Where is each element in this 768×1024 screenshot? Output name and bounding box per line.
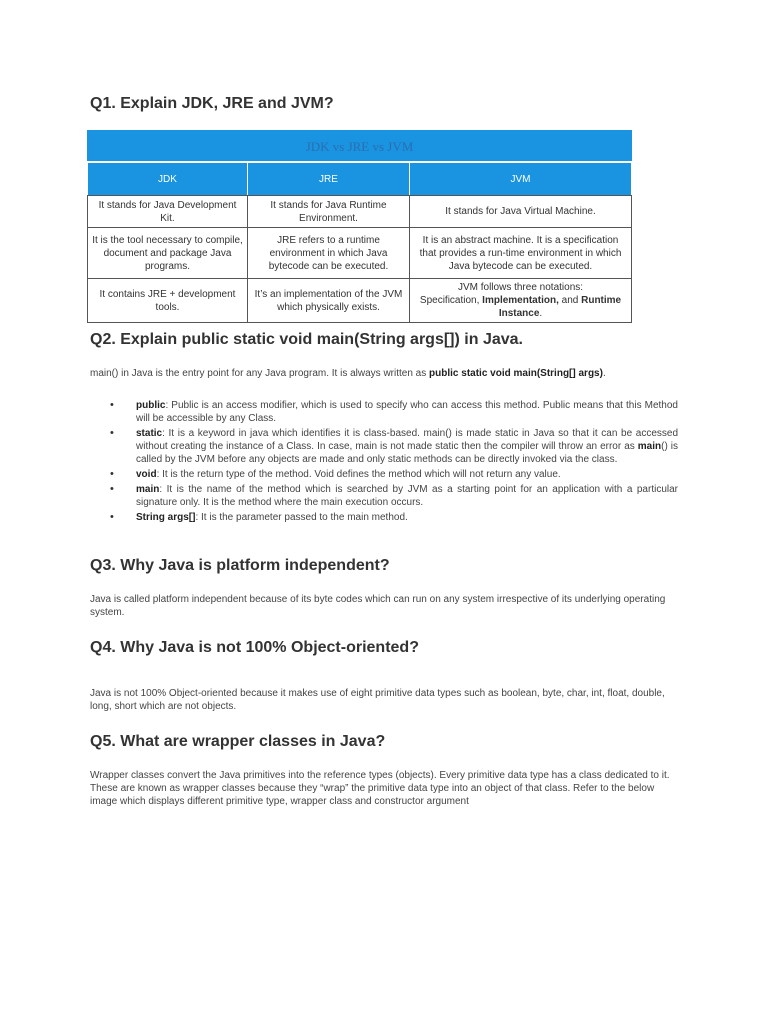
table-row bbox=[88, 196, 632, 228]
table-cell: It’s an implementation of the JVM which physically exists. bbox=[248, 279, 410, 323]
table-header-row bbox=[88, 162, 632, 196]
table-cell: It is the tool necessary to compile, document and package Java programs. bbox=[88, 228, 248, 279]
bullet-text: : It is a keyword in java which identifies it is class-based. main() is made static in Java so that it can be accessed without creating the instance of a Class. In case, main is not made static then the compiler will throw an error as bbox=[136, 428, 678, 452]
bullet-term: void bbox=[136, 469, 157, 480]
list-item bbox=[110, 511, 678, 524]
bullet-text: : It is the parameter passed to the main method. bbox=[195, 512, 408, 523]
table-cell: It contains JRE + development tools. bbox=[88, 279, 248, 323]
q4-heading: Q4. Why Java is not 100% Object-oriented? bbox=[90, 639, 419, 656]
table-cell: It is an abstract machine. It is a specification that provides a run-time environment in which Java bytecode can be executed. bbox=[410, 228, 632, 279]
q2-intro bbox=[90, 367, 678, 380]
q5-answer: Wrapper classes convert the Java primitives into the reference types (objects). Every primitive data type has a class dedicated to it. These are known as wrapper classes because they “wrap” the primitive data type into an object of that class. Refer to the below image which displays different primitive type, wrapper class and constructor argument bbox=[90, 770, 670, 807]
bullet-term: String args[] bbox=[136, 512, 196, 523]
q2-intro-text: main() in Java is the entry point for any Java program. It is always written as bbox=[90, 368, 430, 379]
notation-specification: Specification, bbox=[419, 295, 483, 306]
bullet-text: : It is the name of the method which is searched by JVM as a starting point for an application with a particular signature only. It is the method where the main execution occurs. bbox=[136, 484, 678, 508]
bullet-text: : It is the return type of the method. Void defines the method which will not return any value. bbox=[156, 469, 561, 480]
table-caption: JDK vs JRE vs JVM bbox=[88, 131, 632, 163]
bullet-term: public bbox=[136, 400, 166, 411]
jdk-jre-jvm-table bbox=[87, 130, 632, 323]
bullet-term: main bbox=[637, 441, 662, 452]
table-cell: JRE refers to a runtime environment in which Java bytecode can be executed. bbox=[248, 228, 410, 279]
table-cell: It stands for Java Development Kit. bbox=[88, 196, 248, 228]
q3-heading: Q3. Why Java is platform independent? bbox=[90, 557, 390, 574]
q2-intro-signature: public static void main(String[] args) bbox=[429, 368, 603, 379]
list-item bbox=[110, 483, 678, 509]
table-cell: It stands for Java Virtual Machine. bbox=[410, 196, 632, 228]
table-row bbox=[88, 279, 632, 323]
bullet-text: : Public is an access modifier, which is used to specify who can access this method. Public means that this Method will be accessible by any Class. bbox=[136, 400, 678, 424]
list-item bbox=[110, 468, 678, 481]
bullet-text: () is called by the JVM before any objects are made and only static methods can be directly invoked via the class. bbox=[136, 441, 678, 465]
notation-and: and bbox=[558, 295, 582, 306]
notation-end: . bbox=[539, 308, 543, 319]
list-item bbox=[110, 399, 678, 425]
q2-heading: Q2. Explain public static void main(String args[]) in Java. bbox=[90, 331, 523, 348]
column-header-jdk: JDK bbox=[88, 162, 248, 196]
q4-answer: Java is not 100% Object-oriented because it makes use of eight primitive data types such as boolean, byte, char, int, float, double, long, short which are not objects. bbox=[90, 688, 665, 712]
table-row bbox=[88, 228, 632, 279]
jvm-notations-intro: JVM follows three notations: bbox=[457, 282, 584, 293]
q5-heading: Q5. What are wrapper classes in Java? bbox=[90, 733, 386, 750]
bullet-term: static bbox=[136, 428, 163, 439]
notation-runtime-instance: Runtime Instance bbox=[498, 295, 622, 319]
q1-heading: Q1. Explain JDK, JRE and JVM? bbox=[90, 95, 334, 112]
list-item bbox=[110, 427, 678, 466]
table-title-row bbox=[88, 131, 632, 163]
column-header-jvm: JVM bbox=[410, 162, 632, 196]
column-header-jre: JRE bbox=[248, 162, 410, 196]
q3-answer: Java is called platform independent because of its byte codes which can run on any system irrespective of its underlying operating system. bbox=[90, 594, 666, 618]
bullet-term: main bbox=[136, 484, 160, 495]
q2-intro-end: . bbox=[602, 368, 606, 379]
q2-bullet-list bbox=[110, 399, 678, 526]
table-cell-jvm-notations bbox=[410, 279, 632, 323]
notation-implementation: Implementation, bbox=[482, 295, 559, 306]
table-cell: It stands for Java Runtime Environment. bbox=[248, 196, 410, 228]
